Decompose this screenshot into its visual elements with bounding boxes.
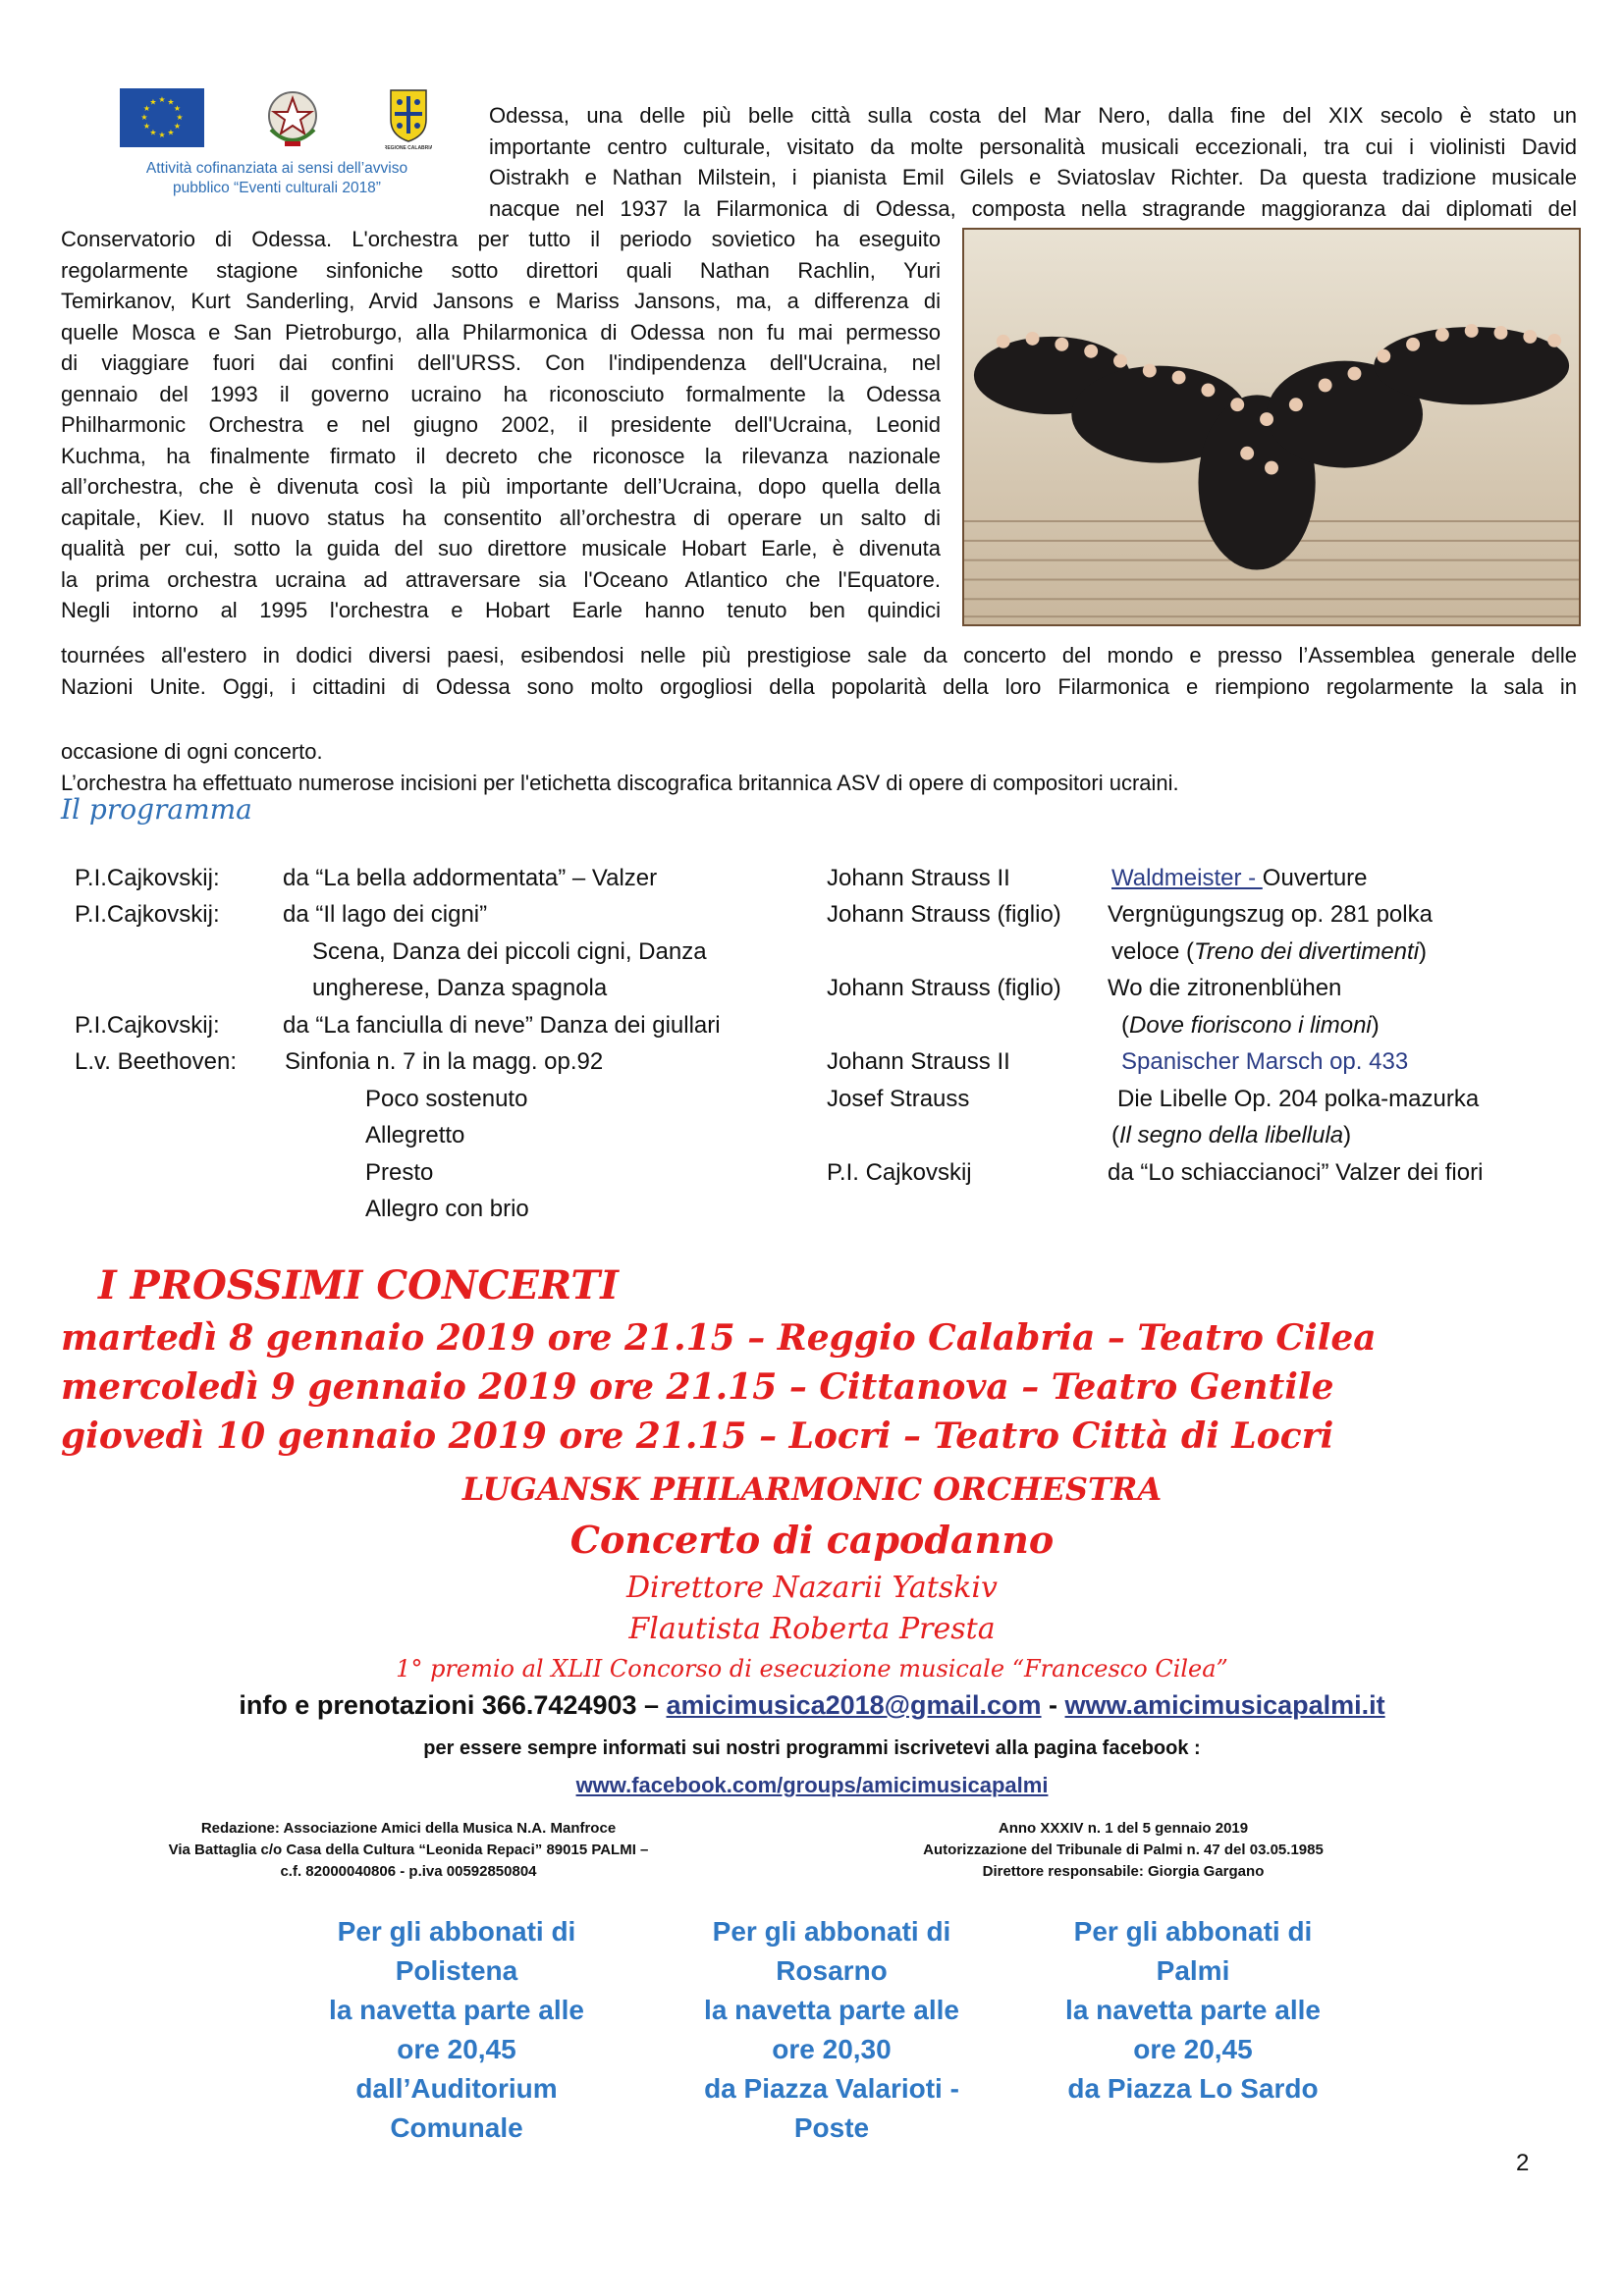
work-text: ( xyxy=(1111,1122,1119,1148)
shuttle-line: ore 20,45 xyxy=(397,2034,516,2064)
text-line: Temirkanov, Kurt Sanderling, Arvid Jansons e Mariss Jansons, ma, a differenza di xyxy=(61,289,941,313)
text-line: importante centro culturale, visitato da molte personalità musicali eccezionali, tra cui i violinisti David xyxy=(489,133,1577,159)
text-line: Odessa, una delle più belle città sulla costa del Mar Nero, dalla fine del XIX secolo è stato un xyxy=(489,103,1577,128)
article-intro xyxy=(489,100,1577,224)
text-line: capitale, Kiev. Il nuovo status ha consentito all’orchestra di operare un salto di xyxy=(61,505,941,530)
composer: P.I.Cajkovskij: xyxy=(75,901,220,928)
text-line: di viaggiare fuori dai confini dell'URSS. Con l'indipendenza dell'Ucraina, nel xyxy=(61,350,941,375)
concert-date-line: mercoledì 9 gennaio 2019 ore 21.15 – Cittanova – Teatro Gentile xyxy=(61,1366,1334,1408)
programme-work: Wo die zitronenblühen xyxy=(1108,975,1342,1001)
text-line: Nazioni Unite. Oggi, i cittadini di Odessa sono molto orgogliosi della popolarità della loro Filarmonica e riempiono regolarmente la sala in xyxy=(61,673,1577,699)
work-text: ( xyxy=(1121,1012,1129,1039)
shuttle-line: Polistena xyxy=(395,1955,518,1986)
text-line: nacque nel 1937 la Filarmonica di Odessa, composta nella stragrande maggioranza dai diplomati del xyxy=(489,195,1577,221)
programme-work: Scena, Danza dei piccoli cigni, Danza xyxy=(312,938,707,965)
svg-text:★: ★ xyxy=(140,113,148,122)
programme-work xyxy=(1111,1117,1351,1154)
italian-republic-emblem xyxy=(263,86,322,151)
shuttle-line: Per gli abbonati di xyxy=(337,1916,576,1947)
separator: - xyxy=(1041,1690,1065,1720)
orchestra-name: LUGANSK PHILARMONIC ORCHESTRA xyxy=(461,1470,1163,1508)
director-line: Direttore Nazarii Yatskiv xyxy=(626,1571,998,1605)
programme-work: ungherese, Danza spagnola xyxy=(312,975,608,1001)
svg-text:★: ★ xyxy=(167,128,175,137)
composer: P.I. Cajkovskij xyxy=(827,1159,972,1186)
work-text: ) xyxy=(1419,938,1428,965)
regione-calabria-logo xyxy=(385,86,432,151)
imprint-line: Redazione: Associazione Amici della Musica N.A. Manfroce xyxy=(200,1820,617,1837)
movement: Poco sostenuto xyxy=(365,1086,528,1112)
concert-date-line: giovedì 10 gennaio 2019 ore 21.15 – Locri – Teatro Città di Locri xyxy=(61,1415,1334,1457)
shuttle-line: Per gli abbonati di xyxy=(1073,1916,1313,1947)
programme-row xyxy=(75,860,220,897)
work-translation: Treno dei divertimenti xyxy=(1194,938,1420,965)
orchestra-photo xyxy=(962,228,1581,626)
text-line: all’orchestra, che è divenuta così la più importante dell’Ucraina, dopo quella della xyxy=(61,474,941,499)
svg-text:★: ★ xyxy=(149,97,157,107)
programme-work: da “La bella addormentata” – Valzer xyxy=(283,865,658,891)
programme-work: Sinfonia n. 7 in la magg. op.92 xyxy=(285,1048,604,1075)
article-closing xyxy=(61,736,1577,798)
event-title: Concerto di capodanno xyxy=(569,1518,1055,1562)
caption-line: pubblico “Eventi culturali 2018” xyxy=(173,180,381,196)
composer: P.I.Cajkovskij: xyxy=(75,1012,220,1039)
concert-date-line: martedì 8 gennaio 2019 ore 21.15 – Reggio Calabria – Teatro Cilea xyxy=(61,1317,1377,1359)
composer: Josef Strauss xyxy=(827,1086,970,1112)
programme-title: Il programma xyxy=(61,793,252,826)
imprint-line: Direttore responsabile: Giorgia Gargano xyxy=(982,1863,1265,1880)
svg-text:★: ★ xyxy=(149,128,157,137)
text-line: Philharmonic Orchestra e nel giugno 2002, il presidente dell'Ucraina, Leonid xyxy=(61,412,941,437)
composer: Johann Strauss (figlio) xyxy=(827,901,1061,928)
programme-work: da “Lo schiaccianoci” Valzer dei fiori xyxy=(1108,1159,1484,1186)
shuttle-line: ore 20,30 xyxy=(772,2034,892,2064)
shuttle-rosarno xyxy=(670,1912,994,2148)
work-text: ) xyxy=(1371,1012,1380,1039)
work-translation: Il segno della libellula xyxy=(1119,1122,1344,1148)
composer: Johann Strauss II xyxy=(827,865,1010,891)
shuttle-line: la navetta parte alle xyxy=(329,1995,584,2025)
email-link[interactable]: amicimusica2018@gmail.com xyxy=(666,1690,1042,1720)
composer: L.v. Beethoven: xyxy=(75,1048,237,1075)
text-line: L’orchestra ha effettuato numerose incisioni per l'etichetta discografica britannica ASV di opere di compositori ucraini. xyxy=(61,770,1179,795)
imprint-line: Via Battaglia c/o Casa della Cultura “Leonida Repaci” 89015 PALMI – xyxy=(168,1842,649,1858)
imprint-line: Autorizzazione del Tribunale di Palmi n. 47 del 03.05.1985 xyxy=(923,1842,1324,1858)
prize-line: 1° premio al XLII Concorso di esecuzione musicale “Francesco Cilea” xyxy=(396,1655,1228,1682)
text-line: regolarmente stagione sinfoniche sotto direttori quali Nathan Rachlin, Yuri xyxy=(61,257,941,283)
work-translation: Dove fioriscono i limoni xyxy=(1129,1012,1372,1039)
svg-text:★: ★ xyxy=(173,122,182,131)
work-suffix: Ouverture xyxy=(1262,865,1368,891)
shuttle-line: ore 20,45 xyxy=(1133,2034,1253,2064)
svg-text:★: ★ xyxy=(158,131,166,139)
composer: P.I.Cajkovskij: xyxy=(75,865,220,891)
text-line: la prima orchestra ucraina ad attraversare sia l'Oceano Atlantico che l'Equatore. xyxy=(61,566,941,592)
work-text: veloce ( xyxy=(1111,938,1195,965)
movement: Allegretto xyxy=(365,1122,465,1148)
eu-stars-icon xyxy=(120,88,204,147)
svg-text:★: ★ xyxy=(176,113,184,122)
booking-phone: info e prenotazioni 366.7424903 – xyxy=(239,1690,667,1720)
caption-line: Attività cofinanziata ai sensi dell’avviso xyxy=(145,160,408,177)
shuttle-line: Per gli abbonati di xyxy=(712,1916,951,1947)
shuttle-line: la navetta parte alle xyxy=(1065,1995,1321,2025)
soloist-line: Flautista Roberta Presta xyxy=(628,1612,996,1646)
svg-text:★: ★ xyxy=(173,104,182,113)
text-line: Negli intorno al 1995 l'orchestra e Hobart Earle hanno tenuto ben quindici xyxy=(61,598,941,622)
svg-text:★: ★ xyxy=(167,97,175,107)
text-line: gennaio del 1993 il governo ucraino ha riconosciuto formalmente la Odessa xyxy=(61,381,941,406)
composer: Johann Strauss II xyxy=(827,1048,1010,1075)
programme-work: Die Libelle Op. 204 polka-mazurka xyxy=(1117,1086,1480,1112)
page-number: 2 xyxy=(1516,2150,1530,2176)
text-line: tournées all'estero in dodici diversi paesi, esibendosi nelle più prestigiose sale da concerto del mondo e presso l’Assemblea generale delle xyxy=(61,643,1577,667)
programme-work xyxy=(1111,860,1368,897)
programme-work xyxy=(1111,934,1427,971)
cofinancing-caption xyxy=(110,159,444,198)
text-line: qualità per cui, sotto la guida del suo direttore musicale Hobart Earle, è divenuta xyxy=(61,536,941,561)
text-line: Conservatorio di Odessa. L'orchestra per tutto il periodo sovietico ha eseguito xyxy=(61,227,941,251)
shuttle-polistena xyxy=(295,1912,619,2148)
next-concerts-heading: I PROSSIMI CONCERTI xyxy=(98,1262,619,1308)
programme-work: da “Il lago dei cigni” xyxy=(283,901,488,928)
imprint-line: Anno XXXIV n. 1 del 5 gennaio 2019 xyxy=(998,1820,1249,1837)
eu-flag-logo xyxy=(120,88,204,147)
svg-text:★: ★ xyxy=(158,95,166,104)
movement: Presto xyxy=(365,1159,434,1186)
shuttle-line: la navetta parte alle xyxy=(704,1995,959,2025)
shuttle-line: Poste xyxy=(793,2112,870,2143)
article-wide-paragraph xyxy=(61,640,1577,702)
region-label: REGIONE CALABRIA xyxy=(385,145,432,151)
programme-work: Spanischer Marsch op. 433 xyxy=(1121,1048,1409,1075)
text-line: occasione di ogni concerto. xyxy=(61,739,323,764)
shuttle-line: da Piazza Lo Sardo xyxy=(1067,2073,1319,2104)
svg-text:★: ★ xyxy=(142,122,151,131)
composer: Johann Strauss (figlio) xyxy=(827,975,1061,1001)
shuttle-line: da Piazza Valarioti - xyxy=(704,2073,959,2104)
registration-imprint xyxy=(878,1818,1369,1883)
work-text: ) xyxy=(1343,1122,1352,1148)
movement: Allegro con brio xyxy=(365,1196,529,1222)
waldmeister-link[interactable]: Waldmeister - xyxy=(1111,865,1263,891)
facebook-link[interactable]: www.facebook.com/groups/amicimusicapalmi xyxy=(575,1773,1049,1797)
text-line: Oistrakh e Nathan Milstein, i pianista Emil Gilels e Sviatoslav Richter. Da questa tradizione musicale xyxy=(489,165,1577,189)
shuttle-line: Rosarno xyxy=(776,1955,888,1986)
programme-work: Vergnügungszug op. 281 polka xyxy=(1108,901,1433,928)
facebook-link-row xyxy=(0,1773,1624,1798)
website-link[interactable]: www.amicimusicapalmi.it xyxy=(1064,1690,1385,1720)
shuttle-palmi xyxy=(1031,1912,1355,2109)
facebook-note: per essere sempre informati sui nostri programmi iscrivetevi alla pagina facebook : xyxy=(423,1737,1201,1759)
imprint-line: c.f. 82000040806 - p.iva 00592850804 xyxy=(280,1863,537,1880)
publisher-imprint xyxy=(143,1818,674,1883)
article-left-column xyxy=(61,224,941,626)
programme-work: da “La fanciulla di neve” Danza dei giullari xyxy=(283,1012,721,1039)
shuttle-line: Comunale xyxy=(390,2112,523,2143)
booking-info xyxy=(0,1690,1624,1721)
shuttle-line: Palmi xyxy=(1156,1955,1230,1986)
svg-text:★: ★ xyxy=(142,104,151,113)
text-line: quelle Mosca e San Pietroburgo, alla Philarmonica di Odessa non fu mai permesso xyxy=(61,319,941,345)
text-line: Kuchma, ha finalmente firmato il decreto che riconosce la rilevanza nazionale xyxy=(61,443,941,468)
shuttle-line: dall’Auditorium xyxy=(355,2073,558,2104)
programme-work xyxy=(1121,1007,1380,1044)
